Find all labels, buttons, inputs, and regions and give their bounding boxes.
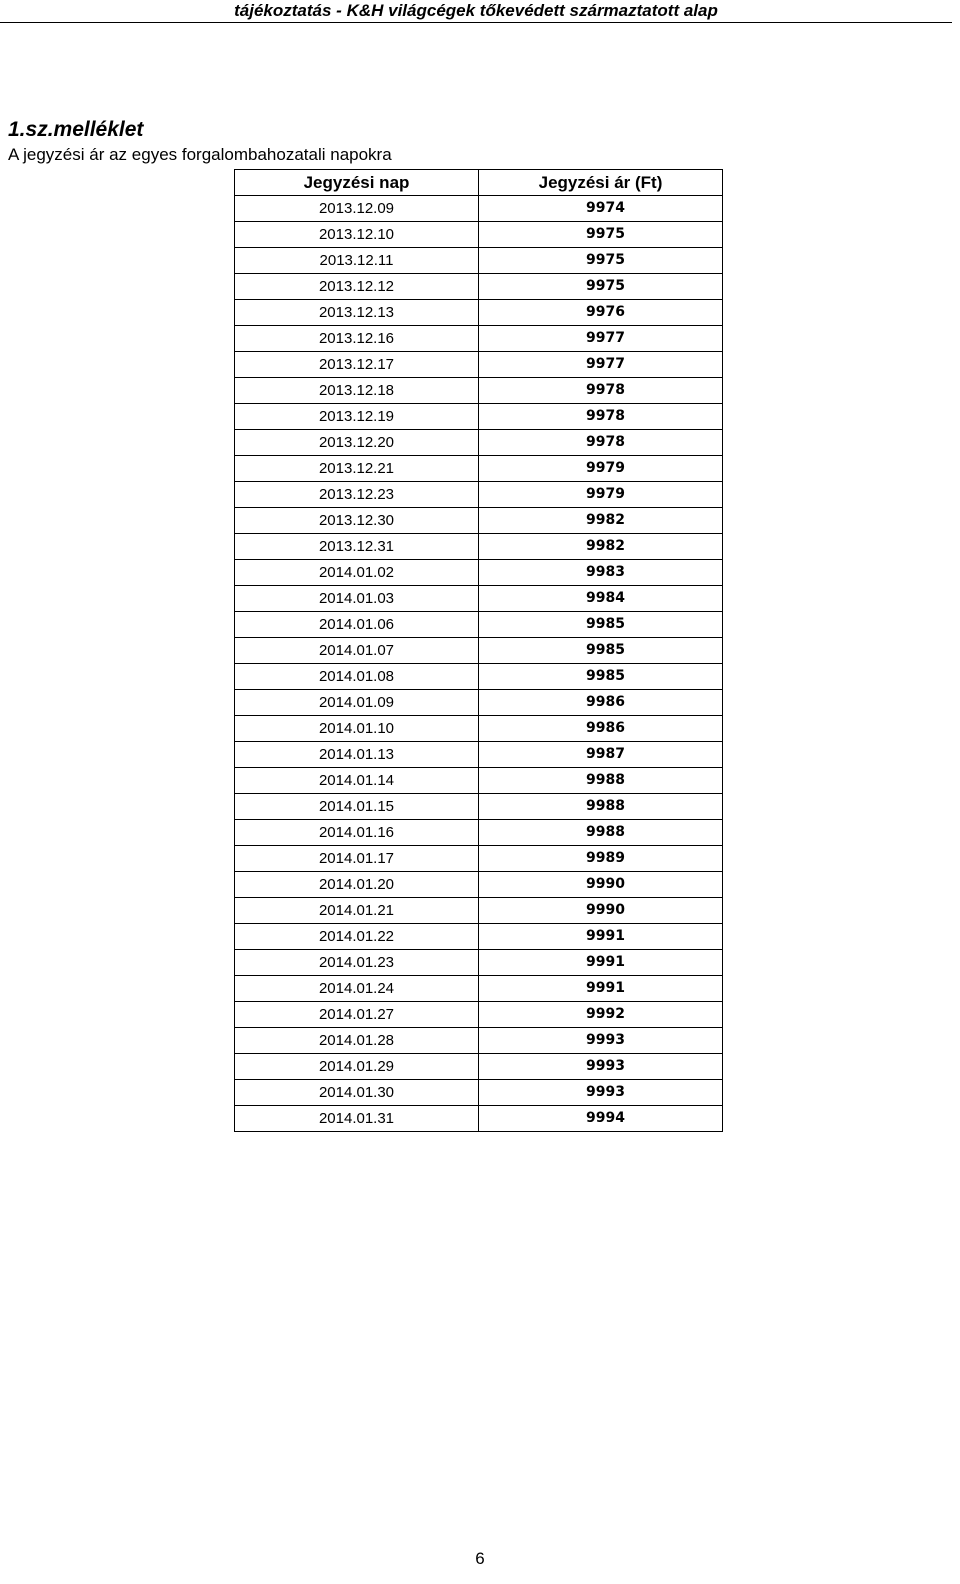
date-cell: 2013.12.18 — [235, 378, 479, 404]
price-cell: 9988 — [479, 768, 723, 794]
date-cell: 2014.01.06 — [235, 612, 479, 638]
price-cell: 9979 — [479, 456, 723, 482]
date-cell: 2014.01.16 — [235, 820, 479, 846]
date-cell: 2014.01.14 — [235, 768, 479, 794]
table-header-row — [235, 170, 723, 196]
date-cell: 2014.01.10 — [235, 716, 479, 742]
date-cell: 2014.01.30 — [235, 1080, 479, 1106]
table-row — [235, 430, 723, 456]
price-cell: 9993 — [479, 1080, 723, 1106]
table-row — [235, 326, 723, 352]
date-cell: 2013.12.09 — [235, 196, 479, 222]
price-cell: 9994 — [479, 1106, 723, 1132]
date-cell: 2013.12.16 — [235, 326, 479, 352]
price-cell: 9978 — [479, 430, 723, 456]
table-row — [235, 924, 723, 950]
table-row — [235, 508, 723, 534]
running-header: tájékoztatás - K&H világcégek tőkevédett származtatott alap — [0, 0, 952, 23]
price-cell: 9975 — [479, 222, 723, 248]
table-row — [235, 690, 723, 716]
date-cell: 2014.01.02 — [235, 560, 479, 586]
table-row — [235, 820, 723, 846]
annex-title: 1.sz.melléklet — [8, 118, 144, 141]
table-body — [235, 196, 723, 1132]
table-row — [235, 560, 723, 586]
price-cell: 9991 — [479, 924, 723, 950]
date-cell: 2014.01.13 — [235, 742, 479, 768]
table-row — [235, 768, 723, 794]
price-cell: 9985 — [479, 638, 723, 664]
date-cell: 2013.12.23 — [235, 482, 479, 508]
annex-subtitle: A jegyzési ár az egyes forgalombahozatali napokra — [8, 145, 392, 164]
price-cell: 9975 — [479, 274, 723, 300]
price-cell: 9990 — [479, 898, 723, 924]
table-row — [235, 274, 723, 300]
table-row — [235, 1028, 723, 1054]
subscription-price-table — [234, 169, 723, 1132]
price-cell: 9993 — [479, 1054, 723, 1080]
table-row — [235, 872, 723, 898]
price-cell: 9988 — [479, 794, 723, 820]
price-cell: 9978 — [479, 404, 723, 430]
table-row — [235, 716, 723, 742]
date-cell: 2014.01.31 — [235, 1106, 479, 1132]
table-row — [235, 742, 723, 768]
date-cell: 2014.01.24 — [235, 976, 479, 1002]
date-cell: 2014.01.27 — [235, 1002, 479, 1028]
price-cell: 9993 — [479, 1028, 723, 1054]
price-cell: 9977 — [479, 326, 723, 352]
table-row — [235, 456, 723, 482]
table-row — [235, 352, 723, 378]
price-cell: 9979 — [479, 482, 723, 508]
table-row — [235, 794, 723, 820]
price-cell: 9982 — [479, 534, 723, 560]
price-cell: 9978 — [479, 378, 723, 404]
table-row — [235, 976, 723, 1002]
date-cell: 2014.01.09 — [235, 690, 479, 716]
date-cell: 2013.12.19 — [235, 404, 479, 430]
price-cell: 9985 — [479, 664, 723, 690]
table-row — [235, 586, 723, 612]
date-cell: 2013.12.21 — [235, 456, 479, 482]
price-cell: 9983 — [479, 560, 723, 586]
table-row — [235, 196, 723, 222]
price-cell: 9986 — [479, 716, 723, 742]
price-cell: 9975 — [479, 248, 723, 274]
date-cell: 2013.12.17 — [235, 352, 479, 378]
price-cell: 9990 — [479, 872, 723, 898]
table-row — [235, 950, 723, 976]
column-header-date: Jegyzési nap — [235, 170, 479, 196]
price-cell: 9977 — [479, 352, 723, 378]
table-row — [235, 404, 723, 430]
date-cell: 2013.12.20 — [235, 430, 479, 456]
price-cell: 9985 — [479, 612, 723, 638]
table-row — [235, 612, 723, 638]
price-cell: 9987 — [479, 742, 723, 768]
table-row — [235, 300, 723, 326]
date-cell: 2014.01.28 — [235, 1028, 479, 1054]
table-row — [235, 898, 723, 924]
price-cell: 9988 — [479, 820, 723, 846]
date-cell: 2014.01.20 — [235, 872, 479, 898]
date-cell: 2013.12.30 — [235, 508, 479, 534]
price-cell: 9982 — [479, 508, 723, 534]
table-row — [235, 1106, 723, 1132]
price-cell: 9992 — [479, 1002, 723, 1028]
page-number: 6 — [475, 1549, 485, 1568]
date-cell: 2014.01.15 — [235, 794, 479, 820]
price-cell: 9976 — [479, 300, 723, 326]
date-cell: 2014.01.29 — [235, 1054, 479, 1080]
table-row — [235, 482, 723, 508]
price-cell: 9974 — [479, 196, 723, 222]
price-cell: 9986 — [479, 690, 723, 716]
date-cell: 2014.01.22 — [235, 924, 479, 950]
column-header-price: Jegyzési ár (Ft) — [479, 170, 723, 196]
table-row — [235, 222, 723, 248]
date-cell: 2014.01.17 — [235, 846, 479, 872]
table-row — [235, 638, 723, 664]
table-row — [235, 534, 723, 560]
table-row — [235, 248, 723, 274]
table-row — [235, 378, 723, 404]
date-cell: 2014.01.21 — [235, 898, 479, 924]
table-row — [235, 1002, 723, 1028]
date-cell: 2013.12.13 — [235, 300, 479, 326]
date-cell: 2013.12.11 — [235, 248, 479, 274]
price-cell: 9984 — [479, 586, 723, 612]
date-cell: 2014.01.07 — [235, 638, 479, 664]
price-cell: 9991 — [479, 950, 723, 976]
table-row — [235, 846, 723, 872]
date-cell: 2014.01.08 — [235, 664, 479, 690]
date-cell: 2013.12.12 — [235, 274, 479, 300]
table-row — [235, 664, 723, 690]
date-cell: 2014.01.23 — [235, 950, 479, 976]
price-cell: 9991 — [479, 976, 723, 1002]
date-cell: 2014.01.03 — [235, 586, 479, 612]
table-header — [235, 170, 723, 196]
date-cell: 2013.12.10 — [235, 222, 479, 248]
table-row — [235, 1054, 723, 1080]
date-cell: 2013.12.31 — [235, 534, 479, 560]
table-row — [235, 1080, 723, 1106]
price-cell: 9989 — [479, 846, 723, 872]
